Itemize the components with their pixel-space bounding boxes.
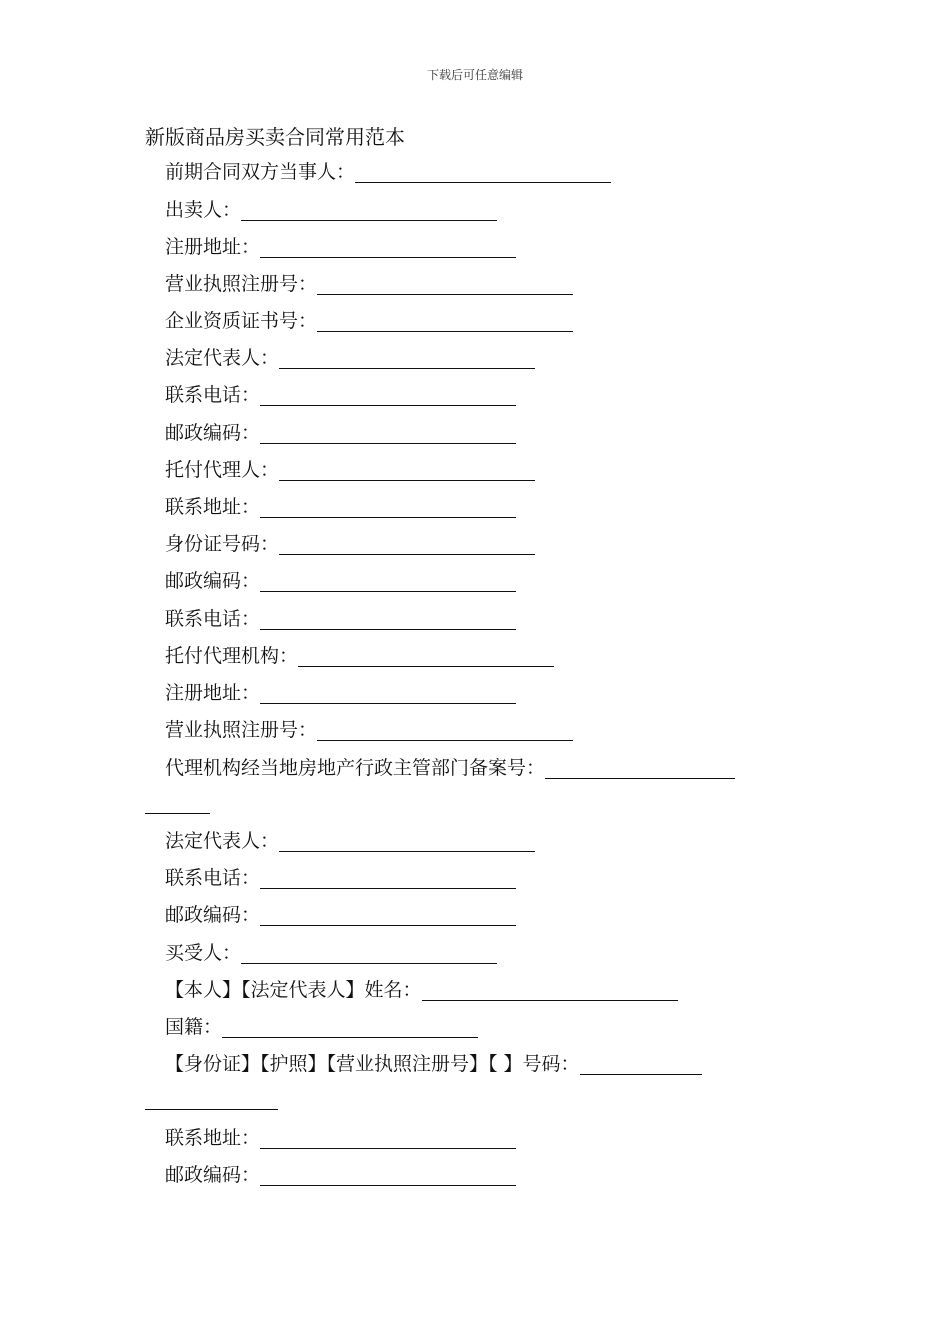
fill-blank[interactable]: [279, 346, 535, 369]
fill-blank-continuation[interactable]: [145, 813, 210, 814]
field-label: 身份证号码：: [165, 533, 280, 555]
field-label: 企业资质证书号：: [165, 310, 318, 332]
field-label: 法定代表人：: [165, 830, 280, 852]
field-seller-qualification-cert: [165, 307, 573, 335]
field-seller-license-number: [165, 270, 573, 298]
field-buyer: [165, 939, 497, 967]
fill-blank[interactable]: [279, 532, 535, 555]
field-agent-id-number: [165, 530, 535, 558]
fill-blank[interactable]: [260, 235, 516, 258]
field-agency: [165, 642, 554, 670]
fill-blank[interactable]: [580, 1052, 702, 1075]
field-buyer-id-number: [165, 1050, 702, 1078]
fill-blank-continuation[interactable]: [145, 1109, 278, 1110]
field-seller-phone: [165, 381, 516, 409]
field-label: 托付代理人：: [165, 459, 280, 481]
field-label: 邮政编码：: [165, 422, 261, 444]
field-agency-postcode: [165, 901, 516, 929]
fill-blank[interactable]: [260, 866, 516, 889]
fill-blank[interactable]: [260, 607, 516, 630]
field-buyer-nationality: [165, 1013, 478, 1041]
fill-blank[interactable]: [279, 829, 535, 852]
field-label: 联系电话：: [165, 384, 261, 406]
field-label: 联系电话：: [165, 608, 261, 630]
field-buyer-address: [165, 1124, 516, 1152]
field-label: 代理机构经当地房地产行政主管部门备案号：: [165, 757, 546, 779]
field-label: 国籍：: [165, 1016, 223, 1038]
field-prior-parties: [165, 158, 611, 186]
fill-blank[interactable]: [260, 1163, 516, 1186]
field-label: 前期合同双方当事人：: [165, 161, 356, 183]
fill-blank[interactable]: [260, 495, 516, 518]
field-agent-postcode: [165, 567, 516, 595]
fill-blank[interactable]: [241, 198, 497, 221]
field-seller-registered-address: [165, 233, 516, 261]
field-label: 法定代表人：: [165, 347, 280, 369]
field-agency-registered-address: [165, 679, 516, 707]
field-label: 【身份证】【护照】【营业执照注册号】【 】号码：: [165, 1053, 580, 1075]
fill-blank[interactable]: [317, 718, 573, 741]
page-header-note: 下载后可任意编辑: [426, 68, 523, 82]
field-label: 邮政编码：: [165, 1164, 261, 1186]
field-agency-phone: [165, 864, 516, 892]
field-label: 邮政编码：: [165, 570, 261, 592]
field-seller: [165, 196, 497, 224]
document-title: 新版商品房买卖合同常用范本: [145, 125, 405, 149]
fill-blank[interactable]: [317, 309, 573, 332]
field-label: 托付代理机构：: [165, 645, 299, 667]
field-label: 邮政编码：: [165, 904, 261, 926]
field-label: 联系电话：: [165, 867, 261, 889]
field-buyer-postcode: [165, 1161, 516, 1189]
field-seller-postcode: [165, 419, 516, 447]
field-agent-address: [165, 493, 516, 521]
field-label: 出卖人：: [165, 199, 242, 221]
field-agency-legal-rep: [165, 827, 535, 855]
fill-blank[interactable]: [317, 272, 573, 295]
field-label: 联系地址：: [165, 496, 261, 518]
fill-blank[interactable]: [260, 383, 516, 406]
field-agency-license-number: [165, 716, 573, 744]
fill-blank[interactable]: [222, 1015, 478, 1038]
field-label: 买受人：: [165, 942, 242, 964]
field-label: 注册地址：: [165, 682, 261, 704]
field-label: 营业执照注册号：: [165, 273, 318, 295]
fill-blank[interactable]: [260, 569, 516, 592]
field-agency-filing-number: [165, 754, 735, 782]
field-label: 联系地址：: [165, 1127, 261, 1149]
field-agent: [165, 456, 535, 484]
field-label: 注册地址：: [165, 236, 261, 258]
fill-blank[interactable]: [279, 458, 535, 481]
fill-blank[interactable]: [260, 1126, 516, 1149]
fill-blank[interactable]: [260, 421, 516, 444]
field-label: 【本人】【法定代表人】姓名：: [165, 979, 422, 1001]
fill-blank[interactable]: [260, 903, 516, 926]
field-buyer-name: [165, 976, 678, 1004]
field-seller-legal-rep: [165, 344, 535, 372]
fill-blank[interactable]: [260, 681, 516, 704]
field-agent-phone: [165, 605, 516, 633]
fill-blank[interactable]: [241, 941, 497, 964]
fill-blank[interactable]: [422, 978, 678, 1001]
fill-blank[interactable]: [298, 644, 554, 667]
field-label: 营业执照注册号：: [165, 719, 318, 741]
fill-blank[interactable]: [355, 160, 611, 183]
fill-blank[interactable]: [545, 756, 735, 779]
